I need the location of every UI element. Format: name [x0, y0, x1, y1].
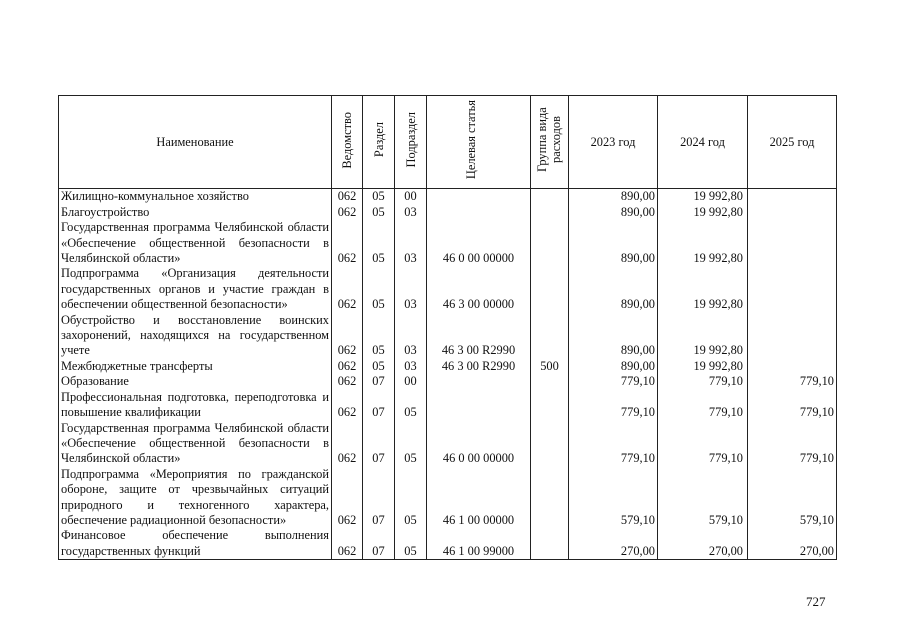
row-value-2025: 270,00 — [748, 528, 837, 559]
row-gruppa — [531, 374, 569, 389]
row-value-2023: 890,00 — [569, 313, 658, 359]
row-vedomstvo: 062 — [332, 266, 363, 312]
row-value-2023: 779,10 — [569, 390, 658, 421]
row-razdel: 07 — [363, 374, 395, 389]
table-header-row — [59, 96, 837, 189]
row-podrazdel: 03 — [395, 313, 427, 359]
row-value-2024: 779,10 — [658, 374, 748, 389]
row-podrazdel: 05 — [395, 390, 427, 421]
header-year-2024: 2024 год — [658, 96, 748, 189]
row-gruppa — [531, 220, 569, 266]
row-name: Подпрограмма «Мероприятия по гражданской обороне, защите от чрезвычайных ситуаций природного и техногенного характера, обеспечение радиационной безопасности» — [59, 467, 332, 529]
table-row — [59, 421, 837, 467]
row-razdel: 07 — [363, 421, 395, 467]
row-value-2024: 270,00 — [658, 528, 748, 559]
row-value-2023: 579,10 — [569, 467, 658, 529]
row-gruppa — [531, 313, 569, 359]
row-name: Профессиональная подготовка, переподготовка и повышение квалификации — [59, 390, 332, 421]
row-podrazdel: 00 — [395, 189, 427, 205]
row-razdel: 07 — [363, 467, 395, 529]
header-year-2023: 2023 год — [569, 96, 658, 189]
row-value-2023: 890,00 — [569, 189, 658, 205]
row-name: Финансовое обеспечение выполнения государственных функций — [59, 528, 332, 559]
row-celevaya-statya: 46 1 00 99000 — [427, 528, 531, 559]
row-value-2025: 779,10 — [748, 374, 837, 389]
row-name: Подпрограмма «Организация деятельности государственных органов и участие граждан в обеспечении общественной безопасности» — [59, 266, 332, 312]
row-celevaya-statya — [427, 205, 531, 220]
header-vedomstvo: Ведомство — [332, 96, 363, 189]
row-podrazdel: 05 — [395, 528, 427, 559]
row-celevaya-statya: 46 3 00 R2990 — [427, 313, 531, 359]
table-row — [59, 205, 837, 220]
row-celevaya-statya: 46 3 00 00000 — [427, 266, 531, 312]
row-celevaya-statya: 46 0 00 00000 — [427, 421, 531, 467]
row-value-2025: 579,10 — [748, 467, 837, 529]
row-name: Государственная программа Челябинской области «Обеспечение общественной безопасности в Челябинской области» — [59, 421, 332, 467]
row-name: Межбюджетные трансферты — [59, 359, 332, 374]
row-razdel: 07 — [363, 390, 395, 421]
row-gruppa — [531, 421, 569, 467]
row-vedomstvo: 062 — [332, 374, 363, 389]
row-value-2025 — [748, 220, 837, 266]
row-vedomstvo: 062 — [332, 205, 363, 220]
budget-table — [58, 95, 837, 560]
header-year-2025: 2025 год — [748, 96, 837, 189]
row-gruppa — [531, 390, 569, 421]
row-value-2024: 779,10 — [658, 390, 748, 421]
row-podrazdel: 03 — [395, 220, 427, 266]
row-gruppa — [531, 205, 569, 220]
row-gruppa — [531, 467, 569, 529]
row-vedomstvo: 062 — [332, 528, 363, 559]
row-name: Благоустройство — [59, 205, 332, 220]
row-celevaya-statya: 46 3 00 R2990 — [427, 359, 531, 374]
row-value-2023: 890,00 — [569, 266, 658, 312]
row-value-2025 — [748, 359, 837, 374]
row-podrazdel: 03 — [395, 205, 427, 220]
row-name: Жилищно-коммунальное хозяйство — [59, 189, 332, 205]
row-value-2023: 890,00 — [569, 205, 658, 220]
row-razdel: 05 — [363, 220, 395, 266]
row-vedomstvo: 062 — [332, 220, 363, 266]
row-name: Образование — [59, 374, 332, 389]
row-vedomstvo: 062 — [332, 390, 363, 421]
table-row — [59, 374, 837, 389]
header-gruppa-vida-rashodov: Группа вида расходов — [531, 96, 569, 189]
row-vedomstvo: 062 — [332, 421, 363, 467]
row-value-2024: 19 992,80 — [658, 313, 748, 359]
row-value-2025 — [748, 266, 837, 312]
row-value-2025: 779,10 — [748, 390, 837, 421]
row-podrazdel: 00 — [395, 374, 427, 389]
row-value-2025 — [748, 313, 837, 359]
row-razdel: 05 — [363, 266, 395, 312]
row-podrazdel: 05 — [395, 421, 427, 467]
row-razdel: 05 — [363, 205, 395, 220]
row-value-2024: 19 992,80 — [658, 220, 748, 266]
header-celevaya-statya: Целевая статья — [427, 96, 531, 189]
table-row — [59, 266, 837, 312]
row-vedomstvo: 062 — [332, 467, 363, 529]
row-value-2024: 19 992,80 — [658, 189, 748, 205]
row-value-2024: 19 992,80 — [658, 359, 748, 374]
row-gruppa — [531, 266, 569, 312]
row-value-2025: 779,10 — [748, 421, 837, 467]
row-value-2025 — [748, 189, 837, 205]
row-name: Государственная программа Челябинской области «Обеспечение общественной безопасности в Челябинской области» — [59, 220, 332, 266]
page-number: 727 — [806, 594, 826, 609]
row-podrazdel: 05 — [395, 467, 427, 529]
table-row — [59, 220, 837, 266]
row-value-2024: 19 992,80 — [658, 205, 748, 220]
table-row — [59, 189, 837, 205]
row-value-2023: 270,00 — [569, 528, 658, 559]
row-vedomstvo: 062 — [332, 359, 363, 374]
row-value-2023: 890,00 — [569, 359, 658, 374]
row-razdel: 05 — [363, 189, 395, 205]
row-celevaya-statya: 46 1 00 00000 — [427, 467, 531, 529]
row-gruppa — [531, 189, 569, 205]
row-value-2023: 779,10 — [569, 421, 658, 467]
row-value-2024: 19 992,80 — [658, 266, 748, 312]
row-celevaya-statya: 46 0 00 00000 — [427, 220, 531, 266]
row-razdel: 07 — [363, 528, 395, 559]
header-razdel: Раздел — [363, 96, 395, 189]
table-row — [59, 528, 837, 559]
row-value-2025 — [748, 205, 837, 220]
row-value-2023: 779,10 — [569, 374, 658, 389]
row-podrazdel: 03 — [395, 266, 427, 312]
row-gruppa: 500 — [531, 359, 569, 374]
table-row — [59, 390, 837, 421]
table-row — [59, 359, 837, 374]
header-name: Наименование — [59, 96, 332, 189]
row-gruppa — [531, 528, 569, 559]
row-celevaya-statya — [427, 390, 531, 421]
row-vedomstvo: 062 — [332, 189, 363, 205]
row-razdel: 05 — [363, 359, 395, 374]
table-row — [59, 313, 837, 359]
row-podrazdel: 03 — [395, 359, 427, 374]
row-razdel: 05 — [363, 313, 395, 359]
row-name: Обустройство и восстановление воинских захоронений, находящихся на государственном учете — [59, 313, 332, 359]
row-value-2024: 779,10 — [658, 421, 748, 467]
table-row — [59, 467, 837, 529]
row-value-2024: 579,10 — [658, 467, 748, 529]
header-podrazdel: Подраздел — [395, 96, 427, 189]
row-value-2023: 890,00 — [569, 220, 658, 266]
row-vedomstvo: 062 — [332, 313, 363, 359]
row-celevaya-statya — [427, 189, 531, 205]
row-celevaya-statya — [427, 374, 531, 389]
